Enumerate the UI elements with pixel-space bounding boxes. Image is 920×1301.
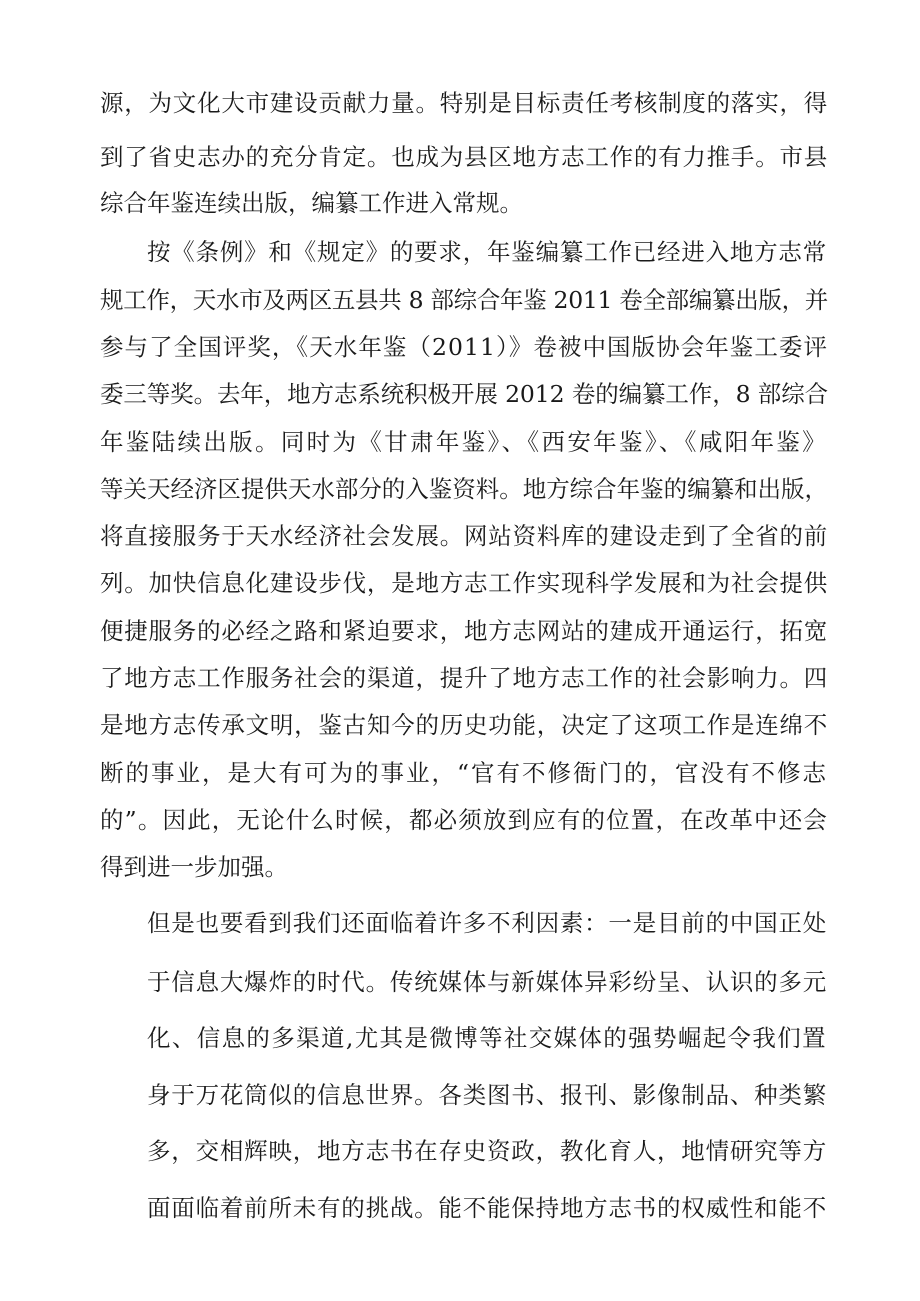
text-line: 断的事业，是大有可为的事业，“官有不修衙门的，官没有不修志 bbox=[100, 759, 828, 787]
text-line: 身于万花筒似的信息世界。各类图书、报刊、影像制品、种类繁 bbox=[147, 1081, 827, 1109]
text-line: 参与了全国评奖，《天水年鉴（2011）》卷被中国版协会年鉴工委评 bbox=[100, 333, 828, 361]
text-line: 委三等奖。去年，地方志系统积极开展 2012 卷的编纂工作，8 部综合 bbox=[100, 380, 828, 408]
text-line: 面面临着前所未有的挑战。能不能保持地方志书的权威性和能不 bbox=[147, 1194, 827, 1222]
text-line: 综合年鉴连续出版，编纂工作进入常规。 bbox=[100, 189, 523, 217]
text-line: 列。加快信息化建设步伐，是地方志工作实现科学发展和为社会提供 bbox=[100, 569, 828, 597]
text-line: 等关天经济区提供天水部分的入鉴资料。地方综合年鉴的编纂和出版， bbox=[100, 475, 828, 503]
text-line: 多，交相辉映，地方志书在存史资政，教化育人，地情研究等方 bbox=[147, 1137, 827, 1165]
text-line: 但是也要看到我们还面临着许多不利因素：一是目前的中国正处 bbox=[147, 909, 827, 937]
text-line: 得到进一步加强。 bbox=[100, 853, 288, 881]
text-line: 到了省史志办的充分肯定。也成为县区地方志工作的有力推手。市县 bbox=[100, 143, 828, 171]
text-line: 的”。因此，无论什么时候，都必须放到应有的位置，在改革中还会 bbox=[100, 806, 828, 834]
text-line: 源，为文化大市建设贡献力量。特别是目标责任考核制度的落实，得 bbox=[100, 89, 828, 117]
text-line: 按《条例》和《规定》的要求，年鉴编纂工作已经进入地方志常 bbox=[147, 238, 827, 266]
text-line: 于信息大爆炸的时代。传统媒体与新媒体异彩纷呈、认识的多元 bbox=[147, 968, 827, 996]
text-line: 年鉴陆续出版。同时为《甘肃年鉴》、《西安年鉴》、《咸阳年鉴》 bbox=[100, 428, 828, 456]
text-line: 便捷服务的必经之路和紧迫要求，地方志网站的建成开通运行，拓宽 bbox=[100, 617, 828, 645]
text-line: 规工作，天水市及两区五县共 8 部综合年鉴 2011 卷全部编纂出版，并 bbox=[100, 286, 828, 314]
text-line: 了地方志工作服务社会的渠道，提升了地方志工作的社会影响力。四 bbox=[100, 664, 828, 692]
text-line: 将直接服务于天水经济社会发展。网站资料库的建设走到了全省的前 bbox=[100, 522, 828, 550]
text-line: 是地方志传承文明，鉴古知今的历史功能，决定了这项工作是连绵不 bbox=[100, 711, 828, 739]
text-line: 化、信息的多渠道,尤其是微博等社交媒体的强势崛起令我们置 bbox=[147, 1024, 827, 1052]
